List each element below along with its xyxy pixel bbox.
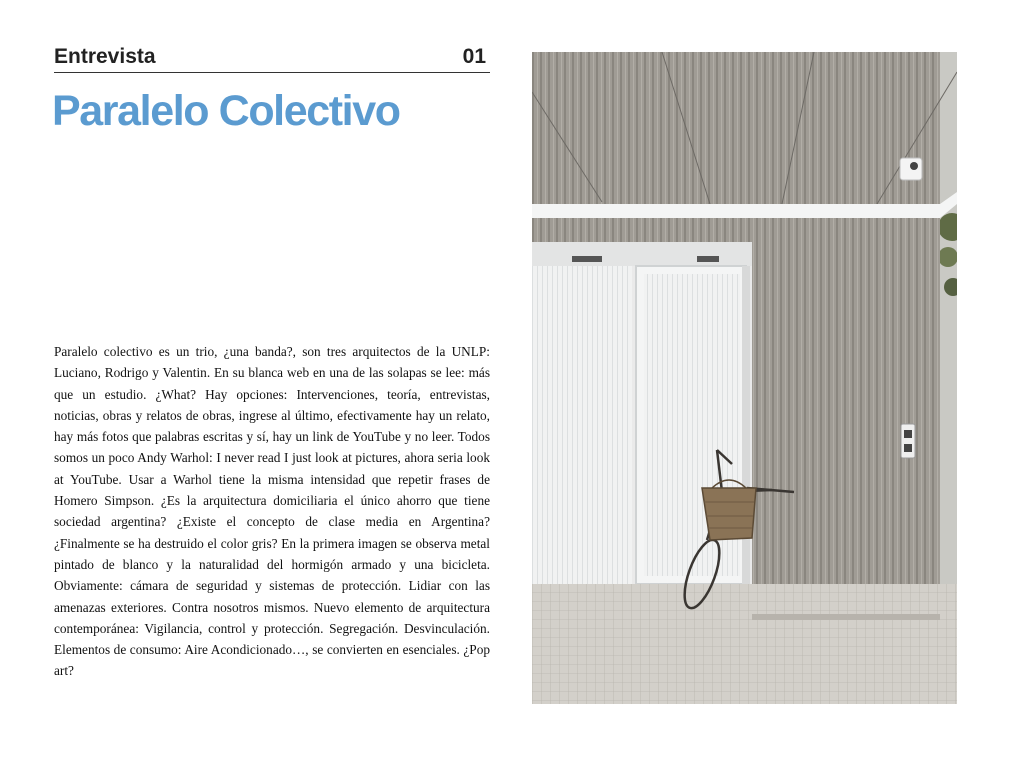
- page-number: 01: [462, 45, 486, 68]
- section-label: Entrevista: [54, 45, 156, 68]
- building-facade-photo: [532, 52, 957, 704]
- article-body: Paralelo colectivo es un trio, ¿una banda?, son tres arquitectos de la UNLP: Luciano, Rodrigo y Valentin. En su blanca web en una de las solapas se lee: más que un estudio. ¿What? Hay opciones: Intervenciones, teoría, entrevistas, noticias, obras y relatos de obras, ingrese al último, efectivamente hay un relato, hay más fotos que palabras escritas y sí, hay un link de YouTube y no leer. Todos somos un poco Andy Warhol: I never read I just look at pictures, ahora seria look at YouTube. Usar a Warhol tiene la misma intensidad que repetir frases de Homero Simpson. ¿Es la arquitectura domiciliaria el único ahorro que tiene sociedad argentina? ¿Existe el concepto de clase media en Argentina? ¿Finalmente se ha destruido el color gris? En la primera imagen se observa metal pintado de blanco y la naturalidad del hormigón armado y una bicicleta. Obviamente: cámara de seguridad y sistemas de protección. Lidiar con las amenazas exteriores. Contra nosotros mismos. Nuevo elemento de arquitectura contemporánea: Vigilancia, control y protección. Segregación. Desvinculación. Elementos de consumo: Aire Acondicionado…, se convierten en esenciales. ¿Pop art?: [54, 344, 490, 679]
- page-header: [54, 42, 490, 73]
- article-title: Paralelo Colectivo: [52, 87, 400, 135]
